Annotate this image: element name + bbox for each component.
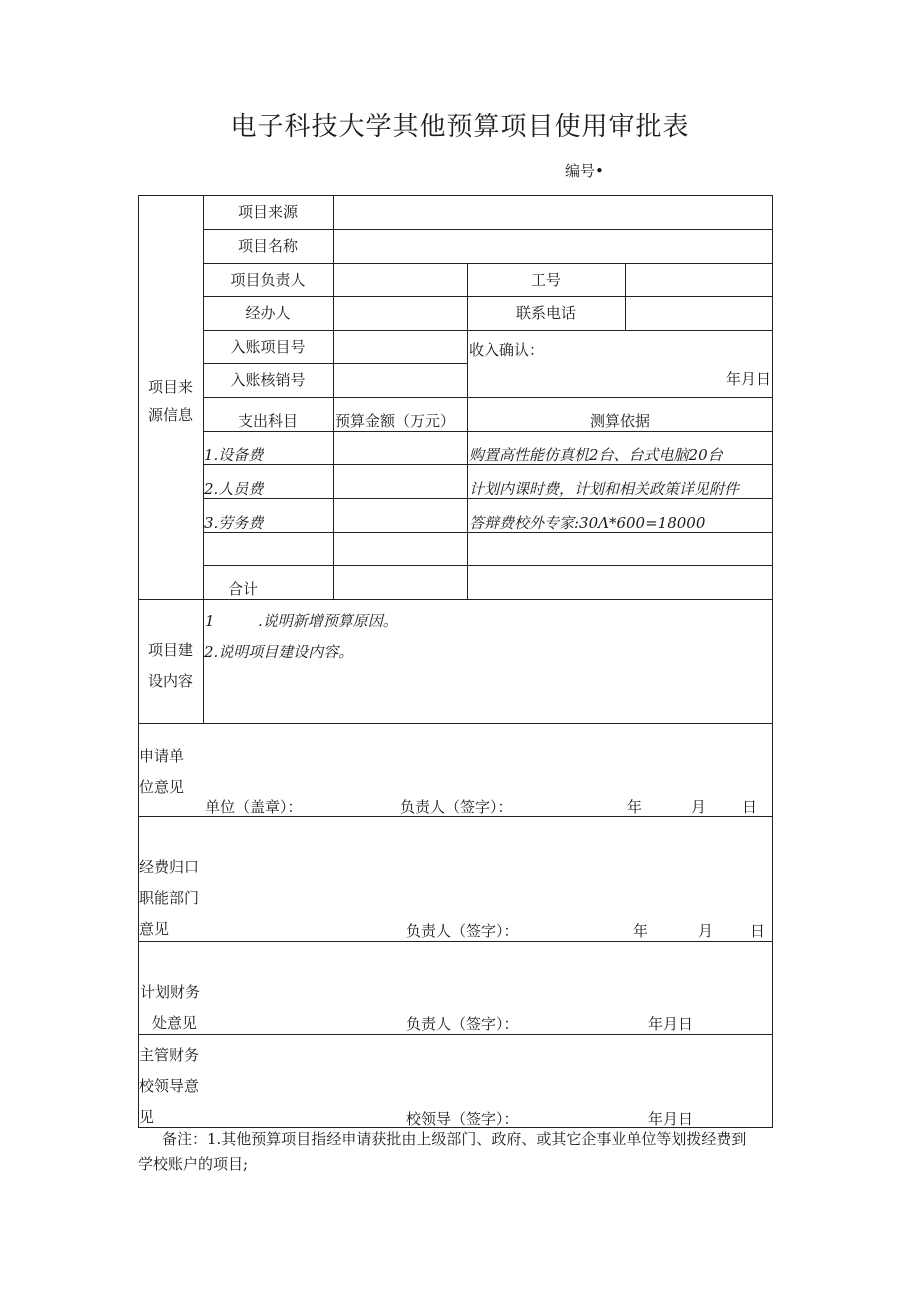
- page-title: 电子科技大学其他预算项目使用审批表: [230, 112, 690, 142]
- budget-basis-3: 答辩费校外专家:30Λ*600=18000: [469, 514, 706, 532]
- dept-label-2: 职能部门: [139, 889, 200, 907]
- applicant-month: 月: [691, 798, 707, 816]
- leader-label-2: 校领导意: [139, 1077, 200, 1095]
- dept-label-1: 经费归口: [139, 858, 200, 876]
- label-account-project-no: 入账项目号: [230, 338, 306, 356]
- field-project-leader[interactable]: [334, 271, 466, 289]
- budget-item-2: 2.人员费: [204, 480, 264, 498]
- field-employee-id[interactable]: [626, 271, 771, 289]
- field-budget-amount-3[interactable]: [334, 514, 466, 532]
- source-section-label-2: 源信息: [147, 406, 193, 424]
- label-project-source: 项目来源: [237, 203, 298, 221]
- label-total: 合计: [228, 580, 259, 598]
- label-project-name: 项目名称: [237, 237, 298, 255]
- dept-year: 年: [633, 922, 649, 940]
- label-employee-id: 工号: [530, 271, 561, 289]
- construction-line-1-number: 1: [205, 612, 215, 630]
- field-contact-phone[interactable]: [626, 304, 771, 322]
- dept-month: 月: [698, 922, 714, 940]
- field-project-source[interactable]: [334, 203, 771, 221]
- applicant-label-2: 位意见: [139, 778, 185, 796]
- field-account-project-no[interactable]: [334, 338, 466, 356]
- footnote-line-2: 学校账户的项目;: [138, 1155, 249, 1173]
- label-account-writeoff-no: 入账核销号: [230, 371, 306, 389]
- field-handler[interactable]: [334, 304, 466, 322]
- construction-label-2: 设内容: [147, 672, 193, 690]
- applicant-label-1: 申请单: [139, 747, 185, 765]
- finance-date: 年月日: [648, 1015, 694, 1033]
- field-budget-amount-1[interactable]: [334, 446, 466, 464]
- field-budget-amount-2[interactable]: [334, 480, 466, 498]
- finance-leader-sign: 负责人（签字）：: [406, 1015, 519, 1033]
- label-income-confirm: 收入确认：: [469, 341, 545, 359]
- header-expense-item: 支出科目: [237, 412, 298, 430]
- footnote-line-1: 备注：1.其他预算项目指经申请获批由上级部门、政府、或其它企事业单位等划拨经费到: [162, 1130, 747, 1148]
- leader-sign: 校领导（签字）：: [406, 1110, 519, 1128]
- source-section-label-1: 项目来: [147, 378, 193, 396]
- dept-label-3: 意见: [139, 920, 170, 938]
- serial-number-label: 编号•: [565, 162, 604, 180]
- construction-label-1: 项目建: [147, 641, 193, 659]
- label-contact-phone: 联系电话: [515, 304, 576, 322]
- finance-label-2: 处意见: [152, 1014, 198, 1032]
- construction-line-2: 2.说明项目建设内容。: [204, 643, 354, 661]
- field-total-amount[interactable]: [334, 574, 466, 592]
- applicant-leader-sign: 负责人（签字）：: [400, 798, 513, 816]
- applicant-year: 年: [627, 798, 643, 816]
- budget-basis-1: 购置高性能仿真机2台、台式电脑20台: [469, 446, 723, 464]
- applicant-day: 日: [742, 798, 758, 816]
- label-project-leader: 项目负责人: [230, 271, 306, 289]
- field-project-name[interactable]: [334, 237, 771, 255]
- income-confirm-date: 年月日: [726, 370, 772, 388]
- budget-item-3: 3.劳务费: [204, 514, 264, 532]
- leader-label-1: 主管财务: [139, 1046, 200, 1064]
- header-basis: 测算依据: [589, 412, 650, 430]
- header-budget-amount: 预算金额（万元）: [335, 412, 456, 430]
- budget-item-1: 1.设备费: [204, 446, 264, 464]
- dept-day: 日: [750, 922, 766, 940]
- finance-label-1: 计划财务: [140, 983, 201, 1001]
- leader-label-3: 见: [139, 1108, 155, 1126]
- applicant-unit-seal: 单位（盖章）：: [205, 798, 303, 816]
- label-handler: 经办人: [245, 304, 291, 322]
- dept-leader-sign: 负责人（签字）：: [406, 922, 519, 940]
- leader-date: 年月日: [648, 1110, 694, 1128]
- budget-basis-2: 计划内课时费，计划和相关政策详见附件: [469, 480, 740, 498]
- construction-line-1: .说明新增预算原因。: [258, 612, 398, 630]
- field-account-writeoff-no[interactable]: [334, 371, 466, 389]
